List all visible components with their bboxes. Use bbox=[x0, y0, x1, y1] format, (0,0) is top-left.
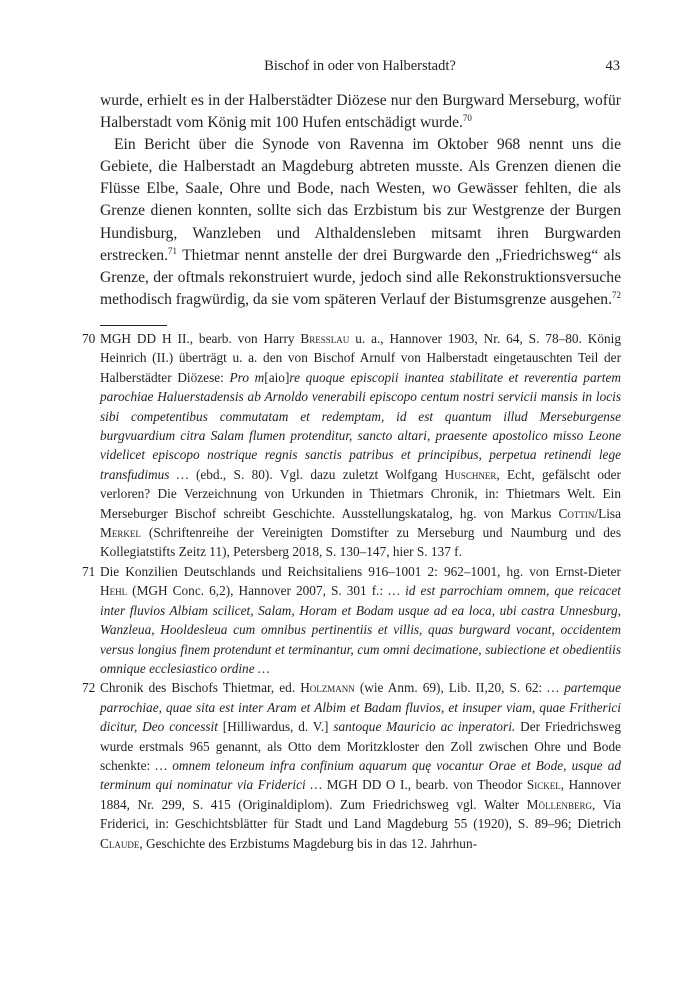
running-head bbox=[100, 58, 620, 78]
footnote-reference[interactable]: 70 bbox=[462, 113, 472, 124]
text-run: MGH DD H II., bearb. von Harry bbox=[100, 331, 301, 346]
author-name: Möllenberg bbox=[526, 796, 592, 812]
footnote-reference[interactable]: 72 bbox=[612, 289, 621, 300]
footnote-number: 71 bbox=[82, 563, 96, 579]
text-run: MGH DD O I., bearb. von Theodor bbox=[322, 777, 527, 793]
footnotes bbox=[82, 329, 621, 853]
author-name: Merkel bbox=[100, 525, 141, 541]
footnote-text bbox=[100, 562, 621, 678]
body-text bbox=[100, 90, 621, 311]
text-run: wurde, erhielt es in der Halberstädter Diözese nur den Burgward Merseburg, wofür Halberstadt vom König mit 100 Hufen entschädigt wurde. bbox=[100, 92, 621, 132]
latin-quotation: … omnem teloneum infra confinium aquarum quę vocantur Orae et Bode, usque ad terminum qui nominatur via Friderici … bbox=[100, 757, 621, 793]
author-name: Holzmann bbox=[300, 680, 355, 696]
footnote-number: 72 bbox=[82, 680, 96, 696]
footnote-text bbox=[100, 678, 621, 853]
text-run: , Via Friderici, in: Geschichtsblätter für Stadt und Land Magdeburg 55 (1920), S. 89–96; Dietrich bbox=[100, 796, 621, 832]
text-run: Der Friedrichsweg wurde erstmals 965 genannt, als Otto dem Moritzkloster den Zoll zwischen Ohre und Bode schenkte: bbox=[100, 719, 621, 773]
footnote bbox=[82, 329, 621, 562]
footnote-text bbox=[100, 329, 621, 562]
body-paragraph bbox=[100, 90, 621, 134]
text-run: [aio] bbox=[264, 369, 290, 385]
running-head-title: Bischof in oder von Halberstadt? bbox=[264, 58, 456, 74]
text-run: /Lisa bbox=[594, 505, 621, 521]
latin-quotation: santoque Mauricio ac inperatori. bbox=[333, 719, 516, 735]
latin-quotation: … id est parrochiam omnem, que reicacet inter fluvios Albiam scilicet, Salam, Horam et Bodam usque ad ea loca, ubi castra Unnesburg, Wanzleua, Hooldesleua cum omnibus pertinentiis et villis, quas burgward vocant, occidentem versus longius finem protendunt et terminantur, cum omni decimatione, subiectione et obedientiis omnique ecclesiastico ordine … bbox=[100, 583, 621, 676]
text-run: (MGH Conc. 6,2), Hannover 2007, S. 301 f.: bbox=[127, 583, 389, 599]
text-run: , Echt, gefälscht oder verloren? Die Verzeichnung von Urkunden in Thietmars Chronik, in: Thietmars Welt. Ein Merseburger Bischof schreibt Geschichte. Ausstellungskatalog, hg. von Markus bbox=[100, 466, 621, 521]
author-name: Bresslau bbox=[300, 331, 350, 346]
text-run: (wie Anm. 69), Lib. II,20, S. 62: bbox=[354, 680, 548, 696]
text-run: Thietmar nennt anstelle der drei Burgwarde den „Friedrichsweg“ als Grenze, der oftmals rekonstruiert wurde, jedoch sind alle Rekonstruktionsversuche methodisch fragwürdig, da sie vom späteren Verlauf der Bistumsgrenze ausgehen. bbox=[100, 246, 621, 308]
text-run: Die Konzilien Deutschlands und Reichsitaliens 916–1001 2: 962–1001, hg. von Ernst-Dieter bbox=[100, 563, 621, 579]
text-run: Ein Bericht über die Synode von Ravenna im Oktober 968 nennt uns die Gebiete, die Halberstadt an Magdeburg abtreten musste. Als Grenzen dienen die Flüsse Elbe, Saale, Ohre und Bode, nach Westen, wo Gewässer fehlten, die als Grenze dienen konnten, sollte sich das Erzbistum bis zur Westgrenze der Burgen Hundisburg, Wanzleben und Althaldensleben mitsamt ihren Burgwarden erstrecken. bbox=[100, 136, 621, 264]
footnote-reference[interactable]: 71 bbox=[167, 245, 177, 256]
footnote-number: 70 bbox=[82, 331, 96, 346]
text-run: (ebd., S. 80). Vgl. dazu zuletzt Wolfgang bbox=[188, 466, 445, 482]
page-number: 43 bbox=[605, 58, 620, 74]
text-run: , Geschichte des Erzbistums Magdeburg bis in das 12. Jahrhun- bbox=[139, 835, 478, 851]
author-name: Huschner bbox=[444, 466, 497, 482]
author-name: Sickel bbox=[526, 777, 561, 793]
author-name: Cottin bbox=[558, 505, 595, 521]
latin-quotation: re quoque episcopii inantea stabilitate et reverentia partem parochiae Haluerstadensis ab Arnoldo venerabili episcopo centum nostri servicii mansis in locis sibi competentibus commutatam et redemptam, id est quantum illud Merseburgense burgvuardium citra Salam flumen protenditur, sancto altari, praesente apostolico misso Leone videlicet episcopo nostrique regnis sanctis patribus et principibus, perpetua retinendi lege transfudimus … bbox=[100, 369, 621, 482]
text-run: u. a., Hannover 1903, Nr. 64, S. 78–80. König Heinrich (II.) überträgt u. a. den von Bischof Arnulf von Halberstadt eingetauschten Teil der Halberstädter Diözese: bbox=[100, 331, 622, 385]
latin-quotation: Pro m bbox=[229, 369, 265, 385]
footnote bbox=[82, 678, 621, 853]
author-name: Hehl bbox=[100, 583, 128, 599]
latin-quotation: … partemque parrochiae, quae sita est inter Aram et Albim et Badam fluvios, et insuper viam, quae Fritherici dicitur, Deo concessit bbox=[100, 680, 621, 735]
text-run: Chronik des Bischofs Thietmar, ed. bbox=[100, 680, 301, 696]
text-run: (Schriftenreihe der Vereinigten Domstifter zu Merseburg und Naumburg und des Kollegiatstifts Zeitz 11), Petersberg 2018, S. 130–147, hier S. 137 f. bbox=[100, 525, 621, 560]
body-paragraph bbox=[100, 134, 621, 311]
author-name: Claude bbox=[100, 835, 140, 851]
text-run: , Hannover 1884, Nr. 299, S. 415 (Originaldiplom). Zum Friedrichsweg vgl. Walter bbox=[100, 777, 621, 812]
footnote-separator-rule bbox=[100, 325, 167, 326]
footnote bbox=[82, 562, 621, 678]
text-run: [Hilliwardus, d. V.] bbox=[217, 719, 334, 735]
